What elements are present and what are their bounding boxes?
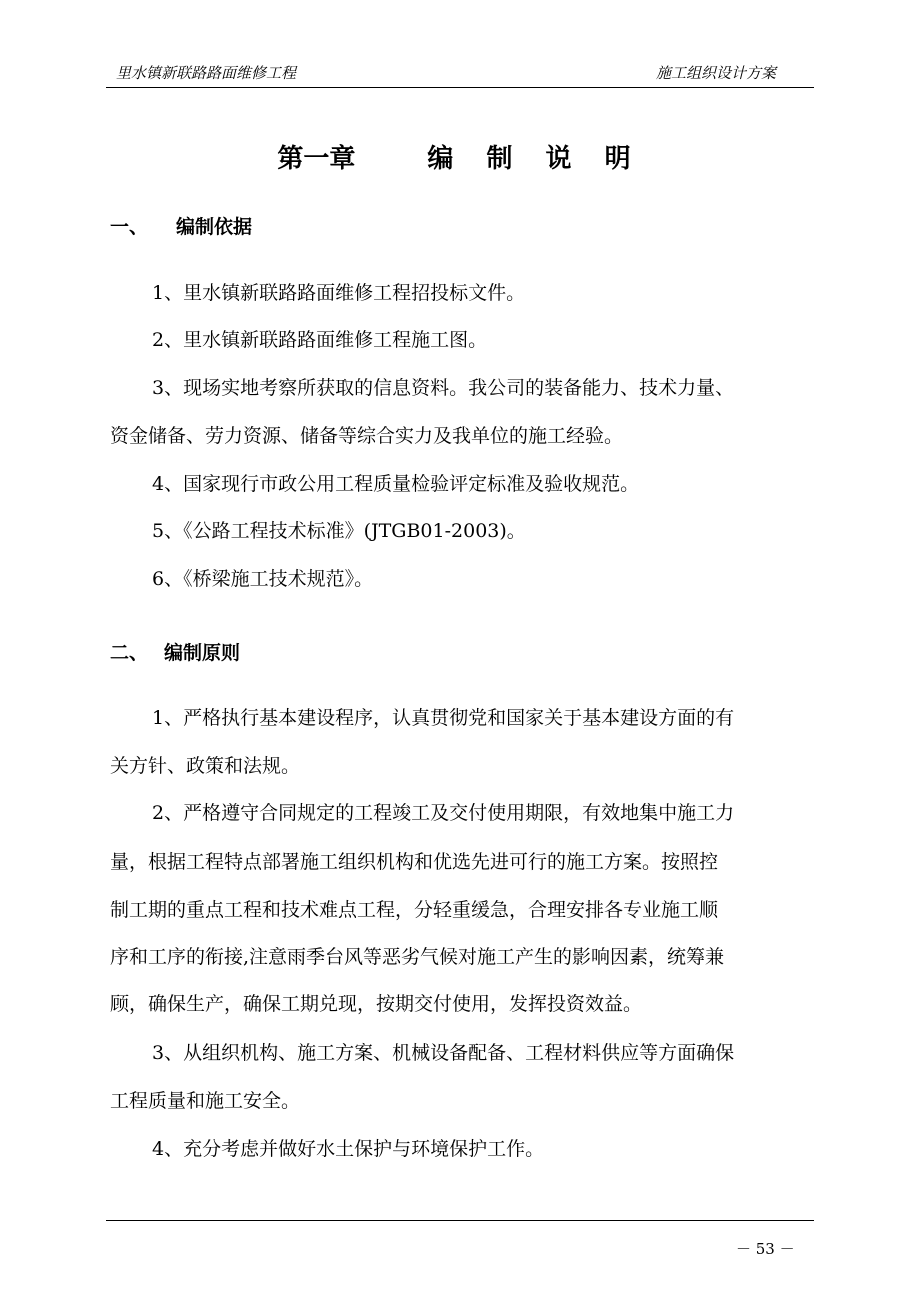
chapter-title: [0, 138, 920, 175]
header-project-name: 里水镇新联路路面维修工程: [116, 64, 297, 82]
paragraph-line: 工程质量和施工安全。: [110, 1090, 301, 1112]
section-heading-basis: [110, 212, 252, 239]
header-document-type: 施工组织设计方案: [656, 64, 777, 82]
section-title: 编制原则: [164, 642, 241, 664]
paragraph-line: 1、里水镇新联路路面维修工程招投标文件。: [152, 282, 526, 304]
paragraph-line: 5、《公路工程技术标准》(JTGB01-2003)。: [152, 520, 526, 542]
section-heading-principles: [110, 638, 240, 665]
header-divider: [106, 87, 814, 88]
paragraph-line: 关方针、政策和法规。: [110, 755, 301, 777]
section-title: 编制依据: [176, 216, 253, 238]
paragraph-line: 制工期的重点工程和技术难点工程，分轻重缓急，合理安排各专业施工顺: [110, 899, 719, 921]
paragraph-line: 4、充分考虑并做好水土保护与环境保护工作。: [152, 1138, 545, 1160]
paragraph-line: 量，根据工程特点部署施工组织机构和优选先进可行的施工方案。按照控: [110, 851, 719, 873]
paragraph-line: 顾，确保生产，确保工期兑现，按期交付使用，发挥投资效益。: [110, 993, 643, 1015]
paragraph-line: 3、现场实地考察所获取的信息资料。我公司的装备能力、技术力量、: [152, 377, 735, 399]
paragraph-line: 1、严格执行基本建设程序，认真贯彻党和国家关于基本建设方面的有: [152, 707, 735, 729]
paragraph-line: 4、国家现行市政公用工程质量检验评定标准及验收规范。: [152, 473, 640, 495]
paragraph-line: 6、《桥梁施工技术规范》。: [152, 568, 374, 590]
footer-divider: [106, 1220, 814, 1221]
page-number: － 53 －: [736, 1240, 795, 1258]
paragraph-line: 序和工序的衔接,注意雨季台风等恶劣气候对施工产生的影响因素，统筹兼: [110, 946, 725, 968]
chapter-name: 编 制 说 明: [427, 144, 643, 174]
chapter-number: 第一章: [277, 144, 356, 174]
paragraph-line: 2、里水镇新联路路面维修工程施工图。: [152, 329, 488, 351]
paragraph-line: 资金储备、劳力资源、储备等综合实力及我单位的施工经验。: [110, 425, 624, 447]
paragraph-line: 3、从组织机构、施工方案、机械设备配备、工程材料供应等方面确保: [152, 1042, 735, 1064]
section-number: 一、: [110, 216, 149, 238]
section-number: 二、: [110, 642, 149, 664]
paragraph-line: 2、严格遵守合同规定的工程竣工及交付使用期限，有效地集中施工力: [152, 802, 735, 824]
